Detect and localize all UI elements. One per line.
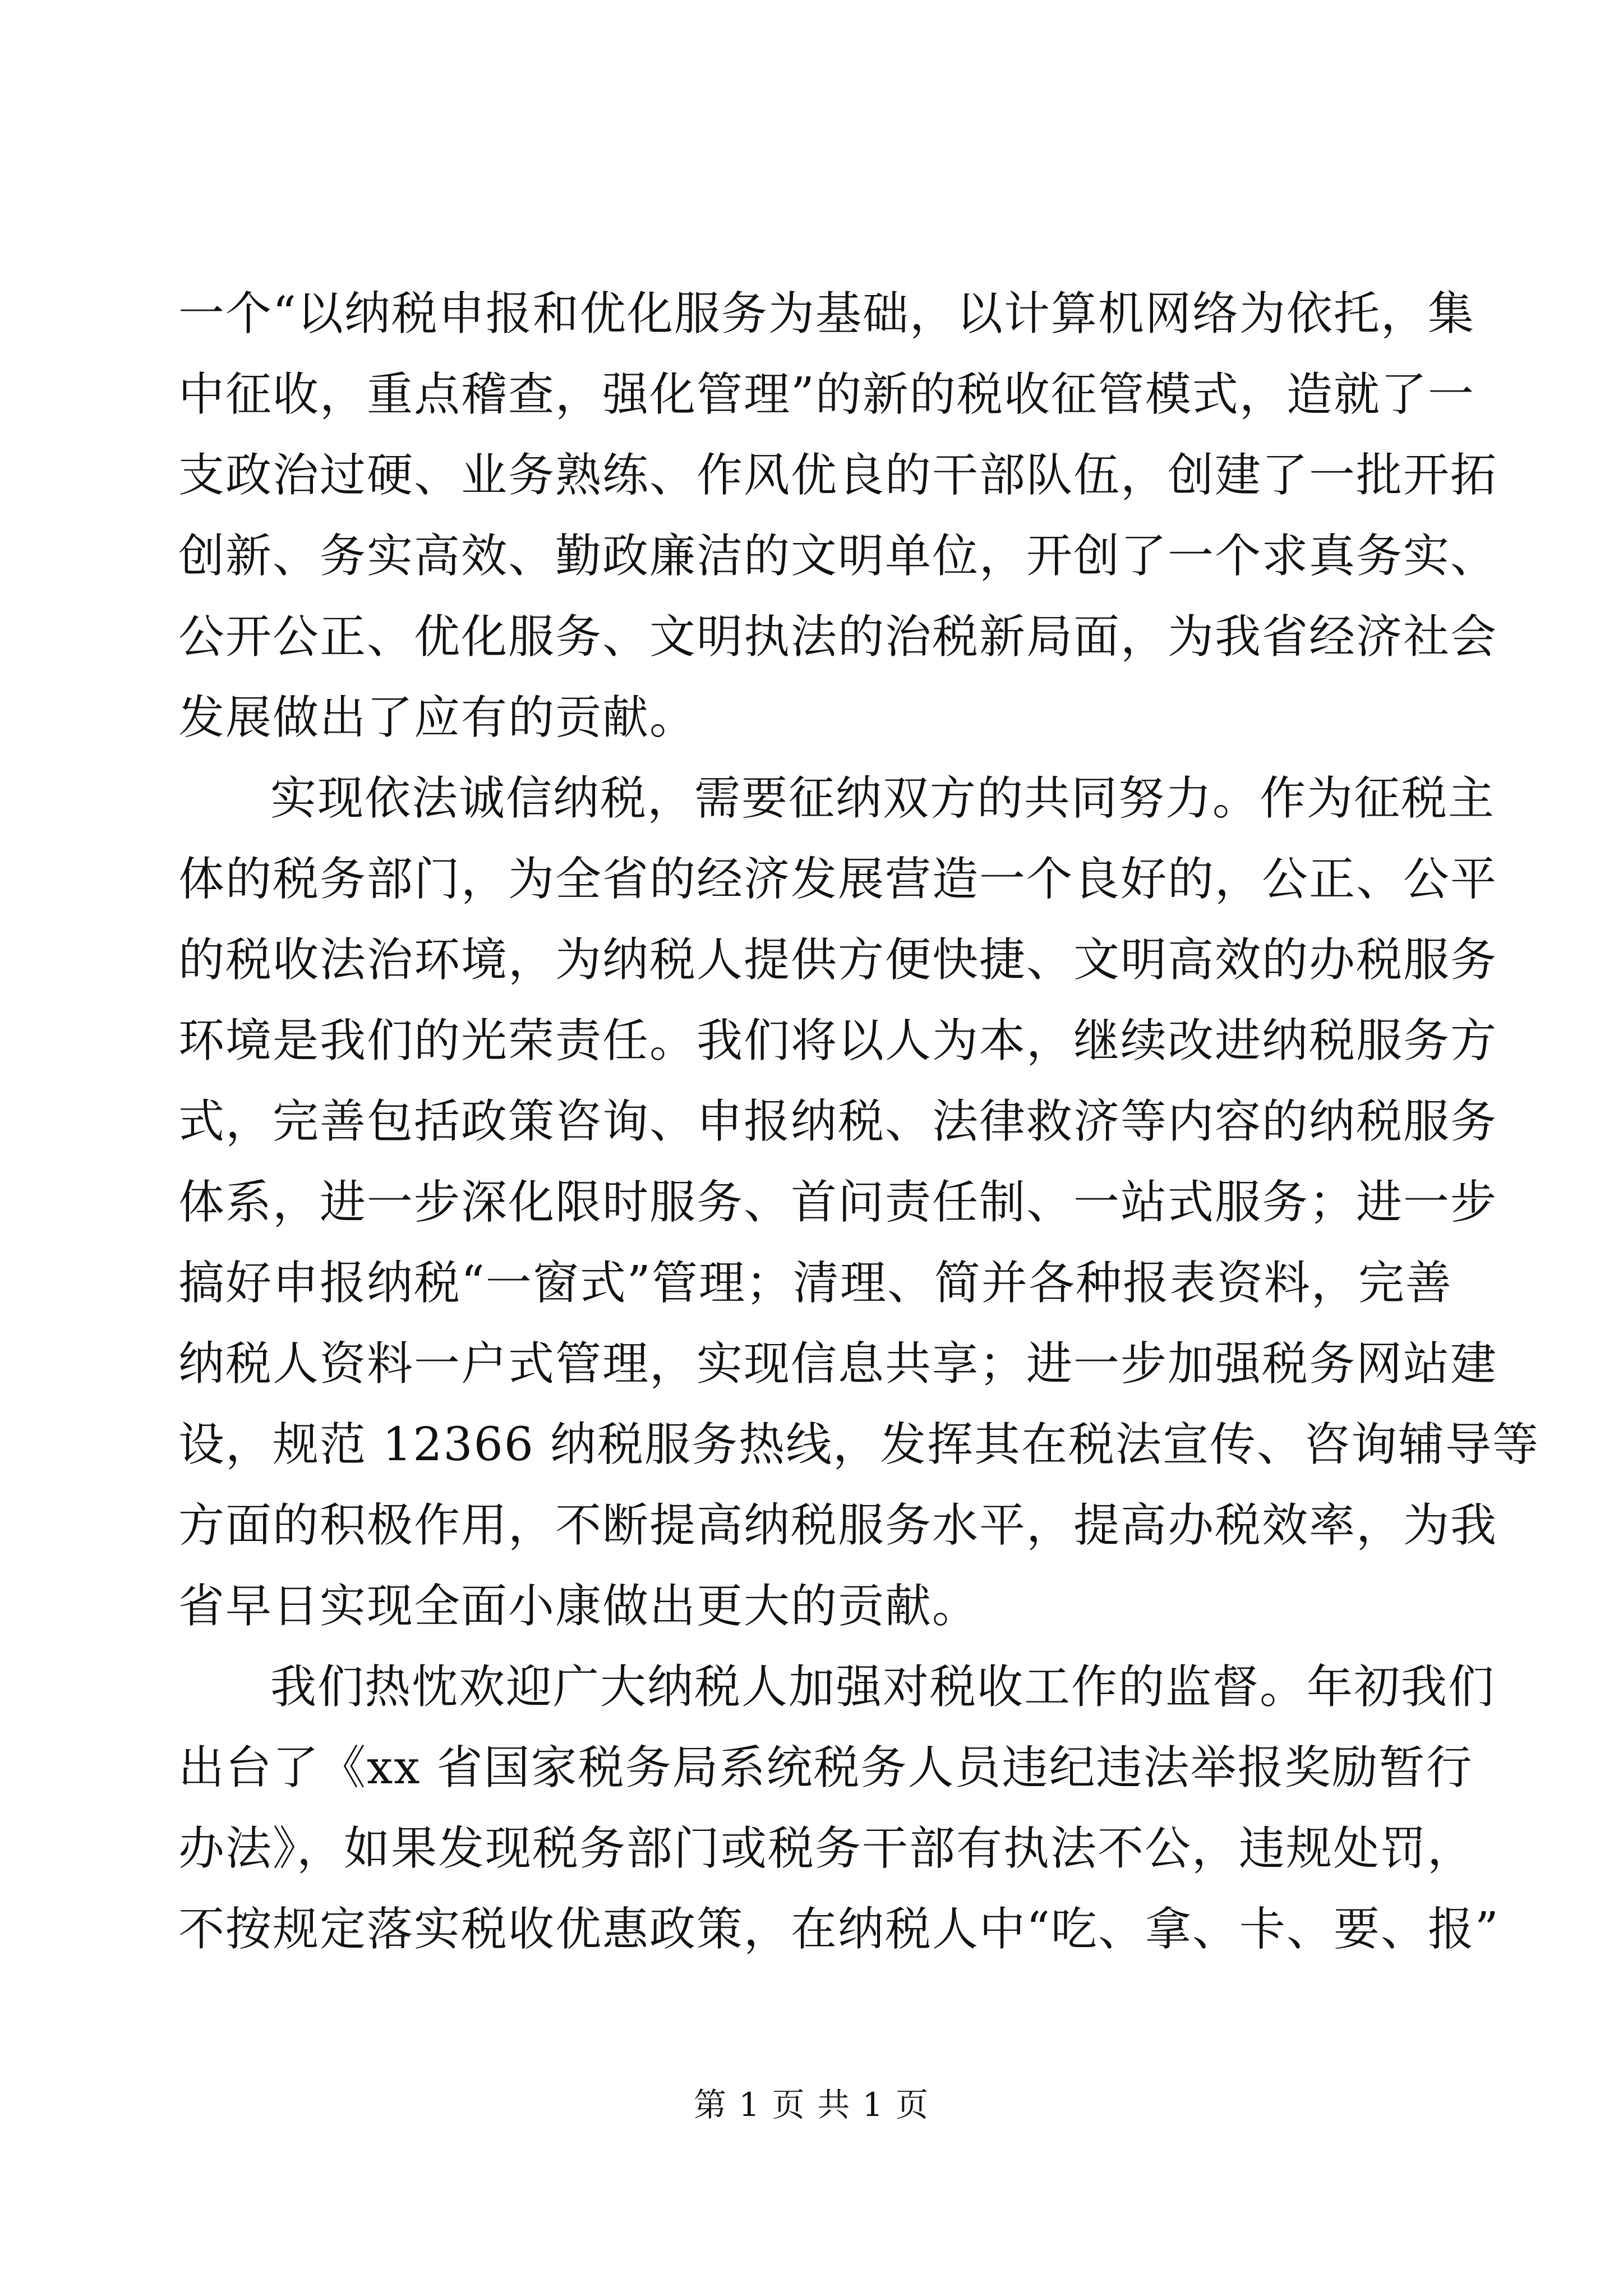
- text-line: 中征收，重点稽查，强化管理”的新的税收征管模式，造就了一: [178, 368, 1475, 421]
- text-line: 公开公正、优化服务、文明执法的治税新局面，为我省经济社会: [178, 610, 1498, 664]
- text-line: 实现依法诚信纳税，需要征纳双方的共同努力。作为征税主: [270, 772, 1496, 825]
- text-line: 不按规定落实税收优惠政策，在纳税人中“吃、拿、卡、要、报”: [178, 1903, 1500, 1956]
- text-line: 设，规范 12366 纳税服务热线，发挥其在税法宣传、咨询辅导等: [178, 1418, 1539, 1471]
- document-body: [178, 274, 1539, 1970]
- page-footer: [0, 2082, 1623, 2127]
- paragraph-1: [178, 274, 1498, 758]
- text-line: 的税收法治环境，为纳税人提供方便快捷、文明高效的办税服务: [178, 933, 1498, 987]
- text-line: 体的税务部门，为全省的经济发展营造一个良好的，公正、公平: [178, 853, 1498, 906]
- paragraph-3: [178, 1647, 1500, 1970]
- text-line: 搞好申报纳税“一窗式”管理；清理、简并各种报表资料，完善: [178, 1257, 1453, 1310]
- text-line: 创新、务实高效、勤政廉洁的文明单位，开创了一个求真务实、: [178, 530, 1498, 583]
- text-line: 发展做出了应有的贡献。: [178, 691, 697, 744]
- text-line: 一个“以纳税申报和优化服务为基础，以计算机网络为依托，集: [178, 287, 1475, 341]
- text-line: 体系，进一步深化限时服务、首问责任制、一站式服务；进一步: [178, 1176, 1498, 1229]
- text-line: 支政治过硬、业务熟练、作风优良的干部队伍，创建了一批开拓: [178, 449, 1498, 502]
- text-line: 式，完善包括政策咨询、申报纳税、法律救济等内容的纳税服务: [178, 1095, 1498, 1148]
- text-line: 纳税人资料一户式管理，实现信息共享；进一步加强税务网站建: [178, 1337, 1498, 1391]
- text-line: 环境是我们的光荣责任。我们将以人为本，继续改进纳税服务方: [178, 1014, 1498, 1068]
- text-line: 省早日实现全面小康做出更大的贡献。: [178, 1580, 980, 1633]
- text-line: 出台了《xx 省国家税务局系统税务人员违纪违法举报奖励暂行: [178, 1741, 1473, 1795]
- page-number-label: 第 1 页 共 1 页: [694, 2086, 929, 2124]
- text-line: 我们热忱欢迎广大纳税人加强对税收工作的监督。年初我们: [270, 1660, 1496, 1714]
- text-line: 办法》，如果发现税务部门或税务干部有执法不公，违规处罚，: [178, 1822, 1475, 1875]
- text-line: 方面的积极作用，不断提高纳税服务水平，提高办税效率，为我: [178, 1499, 1498, 1552]
- paragraph-2: [178, 758, 1539, 1647]
